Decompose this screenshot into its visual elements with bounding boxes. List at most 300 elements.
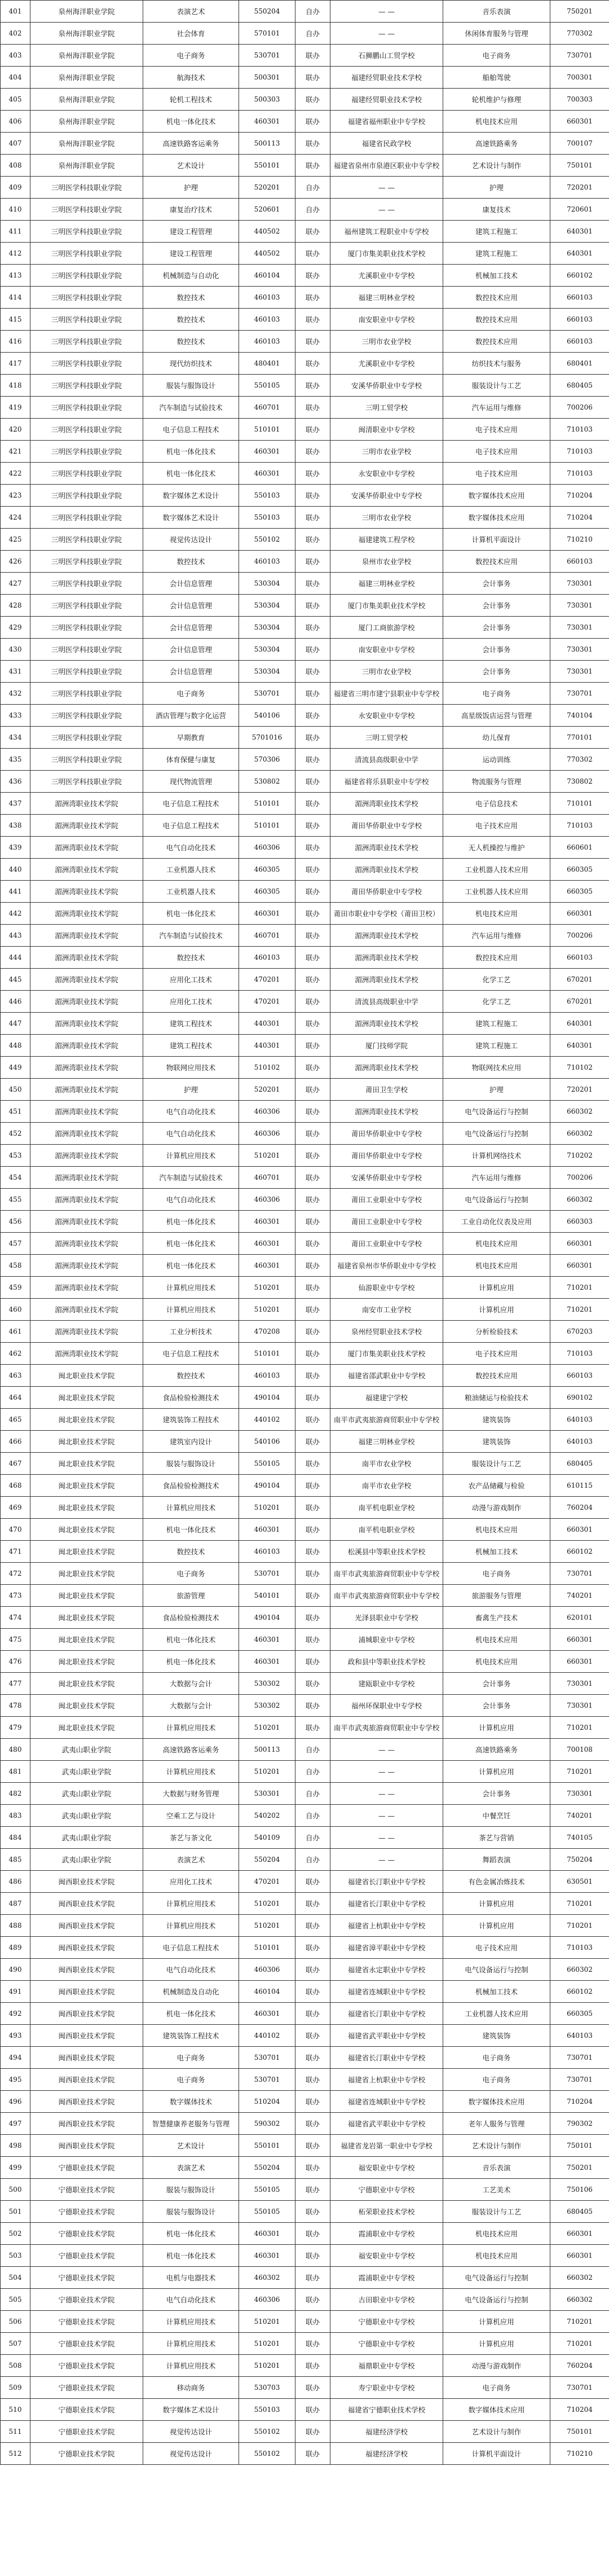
- mode-cell: 联办: [295, 243, 330, 265]
- table-row: [1, 881, 609, 903]
- secondary-code-cell: 640103: [550, 2025, 609, 2047]
- table-row: [1, 507, 609, 529]
- partner-school-cell: 南安职业中专学校: [330, 639, 443, 661]
- mode-cell: 联办: [295, 2355, 330, 2377]
- table-row: [1, 2377, 609, 2399]
- table-row: [1, 1871, 609, 1893]
- mode-cell: 联办: [295, 1057, 330, 1079]
- table-row: [1, 1101, 609, 1123]
- mode-cell: 联办: [295, 2047, 330, 2069]
- secondary-code-cell: 660302: [550, 1101, 609, 1123]
- table-row: [1, 1, 609, 23]
- secondary-major-cell: 机械加工技术: [443, 1981, 550, 2003]
- serial-cell: 436: [1, 771, 30, 793]
- major-code-cell: 460301: [239, 111, 295, 133]
- major-code-cell: 510201: [239, 1277, 295, 1299]
- partner-school-cell: — —: [330, 1849, 443, 1871]
- mode-cell: 联办: [295, 2223, 330, 2245]
- major-cell: 酒店管理与数字化运营: [143, 705, 239, 727]
- serial-cell: 417: [1, 353, 30, 375]
- secondary-code-cell: 710210: [550, 2443, 609, 2465]
- serial-cell: 462: [1, 1343, 30, 1365]
- college-cell: 闽北职业技术学院: [30, 1695, 143, 1717]
- partner-school-cell: 福建省长汀职业中专学校: [330, 1893, 443, 1915]
- mode-cell: 联办: [295, 2091, 330, 2113]
- major-cell: 计算机应用技术: [143, 2355, 239, 2377]
- secondary-code-cell: 730301: [550, 1673, 609, 1695]
- partner-school-cell: 福建省连城职业中专学校: [330, 1981, 443, 2003]
- major-cell: 机电一体化技术: [143, 1651, 239, 1673]
- secondary-code-cell: 740201: [550, 1805, 609, 1827]
- major-code-cell: 510201: [239, 1717, 295, 1739]
- table-row: [1, 925, 609, 947]
- mode-cell: 联办: [295, 1321, 330, 1343]
- secondary-major-cell: 机电技术应用: [443, 1651, 550, 1673]
- major-code-cell: 460306: [239, 837, 295, 859]
- secondary-code-cell: 740104: [550, 705, 609, 727]
- mode-cell: 联办: [295, 1585, 330, 1607]
- serial-cell: 421: [1, 441, 30, 463]
- secondary-major-cell: 电子技术应用: [443, 815, 550, 837]
- college-cell: 闽西职业技术学院: [30, 1937, 143, 1959]
- major-cell: 电子商务: [143, 1563, 239, 1585]
- college-cell: 三明医学科技职业学院: [30, 595, 143, 617]
- major-code-cell: 530304: [239, 639, 295, 661]
- serial-cell: 431: [1, 661, 30, 683]
- table-row: [1, 1057, 609, 1079]
- major-cell: 应用化工技术: [143, 969, 239, 991]
- partner-school-cell: 安溪华侨职业中专学校: [330, 1167, 443, 1189]
- mode-cell: 联办: [295, 573, 330, 595]
- major-cell: 建筑室内设计: [143, 1431, 239, 1453]
- mode-cell: 联办: [295, 2245, 330, 2267]
- serial-cell: 464: [1, 1387, 30, 1409]
- partner-school-cell: 湄洲湾职业技术学校: [330, 1057, 443, 1079]
- serial-cell: 500: [1, 2179, 30, 2201]
- serial-cell: 472: [1, 1563, 30, 1585]
- secondary-major-cell: 分析检验技术: [443, 1321, 550, 1343]
- major-cell: 食品检验检测技术: [143, 1387, 239, 1409]
- college-cell: 湄洲湾职业技术学院: [30, 815, 143, 837]
- college-cell: 三明医学科技职业学院: [30, 441, 143, 463]
- table-row: [1, 1849, 609, 1871]
- mode-cell: 联办: [295, 2113, 330, 2135]
- major-code-cell: 550105: [239, 2179, 295, 2201]
- secondary-code-cell: 700206: [550, 925, 609, 947]
- mode-cell: 联办: [295, 639, 330, 661]
- partner-school-cell: 南安市工业学校: [330, 1299, 443, 1321]
- serial-cell: 423: [1, 485, 30, 507]
- college-cell: 闽西职业技术学院: [30, 2091, 143, 2113]
- serial-cell: 433: [1, 705, 30, 727]
- secondary-major-cell: 护理: [443, 1079, 550, 1101]
- secondary-major-cell: 物联网技术应用: [443, 1057, 550, 1079]
- partner-school-cell: 福建省龙岩第一职业中专学校: [330, 2135, 443, 2157]
- secondary-code-cell: 760204: [550, 1497, 609, 1519]
- major-cell: 会计信息管理: [143, 595, 239, 617]
- serial-cell: 452: [1, 1123, 30, 1145]
- major-code-cell: 540106: [239, 1431, 295, 1453]
- serial-cell: 425: [1, 529, 30, 551]
- college-cell: 宁德职业技术学院: [30, 2311, 143, 2333]
- table-row: [1, 1937, 609, 1959]
- major-cell: 建筑工程技术: [143, 1013, 239, 1035]
- major-cell: 大数据与会计: [143, 1673, 239, 1695]
- major-code-cell: 460104: [239, 265, 295, 287]
- mode-cell: 联办: [295, 1453, 330, 1475]
- serial-cell: 484: [1, 1827, 30, 1849]
- secondary-major-cell: 计算机网络技术: [443, 1145, 550, 1167]
- secondary-code-cell: 660301: [550, 1629, 609, 1651]
- mode-cell: 联办: [295, 397, 330, 419]
- table-row: [1, 1541, 609, 1563]
- major-code-cell: 530701: [239, 2069, 295, 2091]
- secondary-code-cell: 710201: [550, 2333, 609, 2355]
- serial-cell: 420: [1, 419, 30, 441]
- mode-cell: 联办: [295, 2135, 330, 2157]
- college-cell: 武夷山职业学院: [30, 1739, 143, 1761]
- major-code-cell: 460302: [239, 2267, 295, 2289]
- major-cell: 航海技术: [143, 67, 239, 89]
- partner-school-cell: 福安职业中专学校: [330, 2157, 443, 2179]
- partner-school-cell: 莆田工业职业中专学校: [330, 1211, 443, 1233]
- major-cell: 工业机器人技术: [143, 859, 239, 881]
- college-cell: 闽北职业技术学院: [30, 1409, 143, 1431]
- table-row: [1, 111, 609, 133]
- table-row: [1, 1233, 609, 1255]
- college-cell: 武夷山职业学院: [30, 1761, 143, 1783]
- major-cell: 计算机应用技术: [143, 1277, 239, 1299]
- partner-school-cell: 古田职业中专学校: [330, 2289, 443, 2311]
- partner-school-cell: 福建经济学校: [330, 2443, 443, 2465]
- mode-cell: 联办: [295, 463, 330, 485]
- partner-school-cell: 福建省武平职业中专学校: [330, 2113, 443, 2135]
- college-cell: 三明医学科技职业学院: [30, 573, 143, 595]
- serial-cell: 477: [1, 1673, 30, 1695]
- college-cell: 三明医学科技职业学院: [30, 265, 143, 287]
- secondary-major-cell: 电气设备运行与控制: [443, 1959, 550, 1981]
- major-code-cell: 510101: [239, 1937, 295, 1959]
- secondary-major-cell: 电子技术应用: [443, 441, 550, 463]
- secondary-major-cell: 计算机应用: [443, 1915, 550, 1937]
- major-cell: 电气自动化技术: [143, 837, 239, 859]
- mode-cell: 联办: [295, 45, 330, 67]
- table-row: [1, 903, 609, 925]
- college-cell: 闽西职业技术学院: [30, 2003, 143, 2025]
- partner-school-cell: 三明市农业学校: [330, 661, 443, 683]
- serial-cell: 424: [1, 507, 30, 529]
- mode-cell: 联办: [295, 947, 330, 969]
- mode-cell: 自办: [295, 1827, 330, 1849]
- major-code-cell: 500301: [239, 67, 295, 89]
- secondary-code-cell: 680405: [550, 1453, 609, 1475]
- table-row: [1, 133, 609, 155]
- table-row: [1, 397, 609, 419]
- college-cell: 湄洲湾职业技术学院: [30, 1211, 143, 1233]
- secondary-code-cell: 660305: [550, 2003, 609, 2025]
- secondary-code-cell: 730701: [550, 2069, 609, 2091]
- college-cell: 三明医学科技职业学院: [30, 331, 143, 353]
- major-code-cell: 440102: [239, 1409, 295, 1431]
- major-cell: 服装与服饰设计: [143, 1453, 239, 1475]
- mode-cell: 联办: [295, 969, 330, 991]
- college-cell: 湄洲湾职业技术学院: [30, 1167, 143, 1189]
- secondary-code-cell: 660302: [550, 1189, 609, 1211]
- major-code-cell: 530301: [239, 1783, 295, 1805]
- major-cell: 应用化工技术: [143, 991, 239, 1013]
- major-code-cell: 460306: [239, 1123, 295, 1145]
- secondary-code-cell: 690102: [550, 1387, 609, 1409]
- major-cell: 高速铁路客运乘务: [143, 133, 239, 155]
- college-cell: 湄洲湾职业技术学院: [30, 925, 143, 947]
- table-row: [1, 419, 609, 441]
- table-row: [1, 1739, 609, 1761]
- secondary-code-cell: 730701: [550, 45, 609, 67]
- major-cell: 视觉传达设计: [143, 2421, 239, 2443]
- college-cell: 湄洲湾职业技术学院: [30, 1255, 143, 1277]
- major-code-cell: 460301: [239, 1629, 295, 1651]
- college-cell: 宁德职业技术学院: [30, 2399, 143, 2421]
- major-code-cell: 530701: [239, 45, 295, 67]
- secondary-code-cell: 660302: [550, 1123, 609, 1145]
- major-code-cell: 460306: [239, 1101, 295, 1123]
- major-cell: 机械制造及自动化: [143, 1981, 239, 2003]
- mode-cell: 联办: [295, 1937, 330, 1959]
- college-cell: 泉州海洋职业学院: [30, 45, 143, 67]
- secondary-major-cell: 机电技术应用: [443, 903, 550, 925]
- table-row: [1, 1981, 609, 2003]
- secondary-code-cell: 730301: [550, 595, 609, 617]
- secondary-major-cell: 汽车运用与维修: [443, 925, 550, 947]
- major-cell: 机电一体化技术: [143, 111, 239, 133]
- serial-cell: 483: [1, 1805, 30, 1827]
- serial-cell: 454: [1, 1167, 30, 1189]
- partner-school-cell: 福建省武平职业中专学校: [330, 2025, 443, 2047]
- table-row: [1, 1827, 609, 1849]
- mode-cell: 联办: [295, 1189, 330, 1211]
- major-cell: 电子信息工程技术: [143, 815, 239, 837]
- college-cell: 湄洲湾职业技术学院: [30, 1057, 143, 1079]
- major-cell: 会计信息管理: [143, 617, 239, 639]
- mode-cell: 联办: [295, 1101, 330, 1123]
- mode-cell: 联办: [295, 2399, 330, 2421]
- serial-cell: 463: [1, 1365, 30, 1387]
- major-code-cell: 470201: [239, 991, 295, 1013]
- major-code-cell: 480401: [239, 353, 295, 375]
- partner-school-cell: 三明市农业学校: [330, 331, 443, 353]
- secondary-code-cell: 660301: [550, 2223, 609, 2245]
- serial-cell: 458: [1, 1255, 30, 1277]
- major-cell: 计算机应用技术: [143, 1497, 239, 1519]
- secondary-major-cell: 化学工艺: [443, 969, 550, 991]
- serial-cell: 473: [1, 1585, 30, 1607]
- mode-cell: 联办: [295, 2003, 330, 2025]
- mode-cell: 联办: [295, 2267, 330, 2289]
- mode-cell: 联办: [295, 903, 330, 925]
- secondary-code-cell: 660305: [550, 881, 609, 903]
- college-cell: 宁德职业技术学院: [30, 2179, 143, 2201]
- college-cell: 宁德职业技术学院: [30, 2223, 143, 2245]
- secondary-major-cell: 电子信息技术: [443, 793, 550, 815]
- serial-cell: 506: [1, 2311, 30, 2333]
- major-cell: 大数据与会计: [143, 1695, 239, 1717]
- serial-cell: 407: [1, 133, 30, 155]
- partner-school-cell: 福建省永定职业中专学校: [330, 1959, 443, 1981]
- secondary-major-cell: 中餐烹饪: [443, 1805, 550, 1827]
- serial-cell: 503: [1, 2245, 30, 2267]
- major-cell: 会计信息管理: [143, 661, 239, 683]
- secondary-major-cell: 机械加工技术: [443, 1541, 550, 1563]
- partner-school-cell: 南平市农业学校: [330, 1475, 443, 1497]
- partner-school-cell: 清流县高级职业中学: [330, 749, 443, 771]
- major-code-cell: 510101: [239, 1343, 295, 1365]
- partner-school-cell: — —: [330, 23, 443, 45]
- college-cell: 三明医学科技职业学院: [30, 683, 143, 705]
- secondary-major-cell: 有色金属冶炼技术: [443, 1871, 550, 1893]
- table-row: [1, 45, 609, 67]
- mode-cell: 联办: [295, 1167, 330, 1189]
- serial-cell: 450: [1, 1079, 30, 1101]
- table-row: [1, 661, 609, 683]
- table-row: [1, 441, 609, 463]
- table-row: [1, 1607, 609, 1629]
- serial-cell: 416: [1, 331, 30, 353]
- serial-cell: 451: [1, 1101, 30, 1123]
- serial-cell: 445: [1, 969, 30, 991]
- mode-cell: 联办: [295, 1981, 330, 2003]
- serial-cell: 447: [1, 1013, 30, 1035]
- college-cell: 宁德职业技术学院: [30, 2421, 143, 2443]
- college-cell: 武夷山职业学院: [30, 1783, 143, 1805]
- table-row: [1, 793, 609, 815]
- secondary-major-cell: 会计事务: [443, 1673, 550, 1695]
- secondary-code-cell: 660301: [550, 1519, 609, 1541]
- major-cell: 数控技术: [143, 331, 239, 353]
- college-cell: 闽北职业技术学院: [30, 1475, 143, 1497]
- partner-school-cell: 福建省民政学校: [330, 133, 443, 155]
- table-row: [1, 1079, 609, 1101]
- secondary-code-cell: 640301: [550, 243, 609, 265]
- partner-school-cell: 莆田华侨职业中专学校: [330, 1123, 443, 1145]
- mode-cell: 联办: [295, 309, 330, 331]
- major-code-cell: 460305: [239, 881, 295, 903]
- table-row: [1, 1123, 609, 1145]
- table-row: [1, 1299, 609, 1321]
- serial-cell: 499: [1, 2157, 30, 2179]
- secondary-code-cell: 660301: [550, 1255, 609, 1277]
- partner-school-cell: 安溪华侨职业中专学校: [330, 375, 443, 397]
- table-row: [1, 1783, 609, 1805]
- table-row: [1, 243, 609, 265]
- table-row: [1, 2289, 609, 2311]
- serial-cell: 410: [1, 199, 30, 221]
- mode-cell: 联办: [295, 2025, 330, 2047]
- table-row: [1, 89, 609, 111]
- partner-school-cell: 福建三明林业学校: [330, 1431, 443, 1453]
- secondary-code-cell: 700206: [550, 1167, 609, 1189]
- secondary-code-cell: 710210: [550, 529, 609, 551]
- mode-cell: 联办: [295, 1893, 330, 1915]
- major-cell: 机电一体化技术: [143, 1629, 239, 1651]
- major-code-cell: 440102: [239, 2025, 295, 2047]
- secondary-code-cell: 740105: [550, 1827, 609, 1849]
- partner-school-cell: 霞浦职业中专学校: [330, 2267, 443, 2289]
- table-row: [1, 639, 609, 661]
- serial-cell: 414: [1, 287, 30, 309]
- major-cell: 计算机应用技术: [143, 1761, 239, 1783]
- mode-cell: 联办: [295, 375, 330, 397]
- major-cell: 数控技术: [143, 1365, 239, 1387]
- major-cell: 视觉传达设计: [143, 529, 239, 551]
- major-cell: 现代纺织技术: [143, 353, 239, 375]
- secondary-major-cell: 建筑装饰: [443, 1409, 550, 1431]
- secondary-major-cell: 舞蹈表演: [443, 1849, 550, 1871]
- partner-school-cell: 福建省泉州市华侨职业中专学校: [330, 1255, 443, 1277]
- secondary-code-cell: 660102: [550, 1541, 609, 1563]
- table-row: [1, 375, 609, 397]
- table-row: [1, 1343, 609, 1365]
- major-code-cell: 510201: [239, 2311, 295, 2333]
- major-cell: 计算机应用技术: [143, 1915, 239, 1937]
- college-cell: 闽西职业技术学院: [30, 1915, 143, 1937]
- serial-cell: 459: [1, 1277, 30, 1299]
- secondary-major-cell: 会计事务: [443, 617, 550, 639]
- major-code-cell: 510101: [239, 815, 295, 837]
- table-row: [1, 2179, 609, 2201]
- serial-cell: 456: [1, 1211, 30, 1233]
- major-cell: 计算机应用技术: [143, 1299, 239, 1321]
- mode-cell: 联办: [295, 1717, 330, 1739]
- secondary-major-cell: 音乐表演: [443, 1, 550, 23]
- major-cell: 移动商务: [143, 2377, 239, 2399]
- partner-school-cell: 莆田市职业中专学校（莆田卫校）: [330, 903, 443, 925]
- serial-cell: 427: [1, 573, 30, 595]
- major-cell: 机电一体化技术: [143, 1233, 239, 1255]
- partner-school-cell: 湄洲湾职业技术学校: [330, 1013, 443, 1035]
- college-cell: 闽北职业技术学院: [30, 1563, 143, 1585]
- major-code-cell: 460301: [239, 441, 295, 463]
- major-code-cell: 460103: [239, 1541, 295, 1563]
- major-code-cell: 510201: [239, 2333, 295, 2355]
- serial-cell: 487: [1, 1893, 30, 1915]
- secondary-major-cell: 高星级饭店运营与管理: [443, 705, 550, 727]
- mode-cell: 自办: [295, 1805, 330, 1827]
- major-code-cell: 440502: [239, 221, 295, 243]
- table-row: [1, 2355, 609, 2377]
- secondary-major-cell: 运动训练: [443, 749, 550, 771]
- major-code-cell: 530304: [239, 617, 295, 639]
- secondary-code-cell: 700303: [550, 89, 609, 111]
- mode-cell: 联办: [295, 265, 330, 287]
- major-code-cell: 530701: [239, 683, 295, 705]
- serial-cell: 497: [1, 2113, 30, 2135]
- college-cell: 宁德职业技术学院: [30, 2333, 143, 2355]
- secondary-major-cell: 建筑工程施工: [443, 1013, 550, 1035]
- major-cell: 机电一体化技术: [143, 2003, 239, 2025]
- major-cell: 现代物流管理: [143, 771, 239, 793]
- secondary-code-cell: 710201: [550, 1717, 609, 1739]
- partner-school-cell: 泉州市农业学校: [330, 551, 443, 573]
- major-code-cell: 460103: [239, 331, 295, 353]
- partner-school-cell: 湄洲湾职业技术学校: [330, 947, 443, 969]
- major-cell: 汽车制造与试验技术: [143, 925, 239, 947]
- secondary-major-cell: 农产品储藏与检验: [443, 1475, 550, 1497]
- secondary-major-cell: 工业机器人技术应用: [443, 2003, 550, 2025]
- college-cell: 三明医学科技职业学院: [30, 639, 143, 661]
- major-cell: 电气自动化技术: [143, 1101, 239, 1123]
- table-row: [1, 1761, 609, 1783]
- table-row: [1, 1387, 609, 1409]
